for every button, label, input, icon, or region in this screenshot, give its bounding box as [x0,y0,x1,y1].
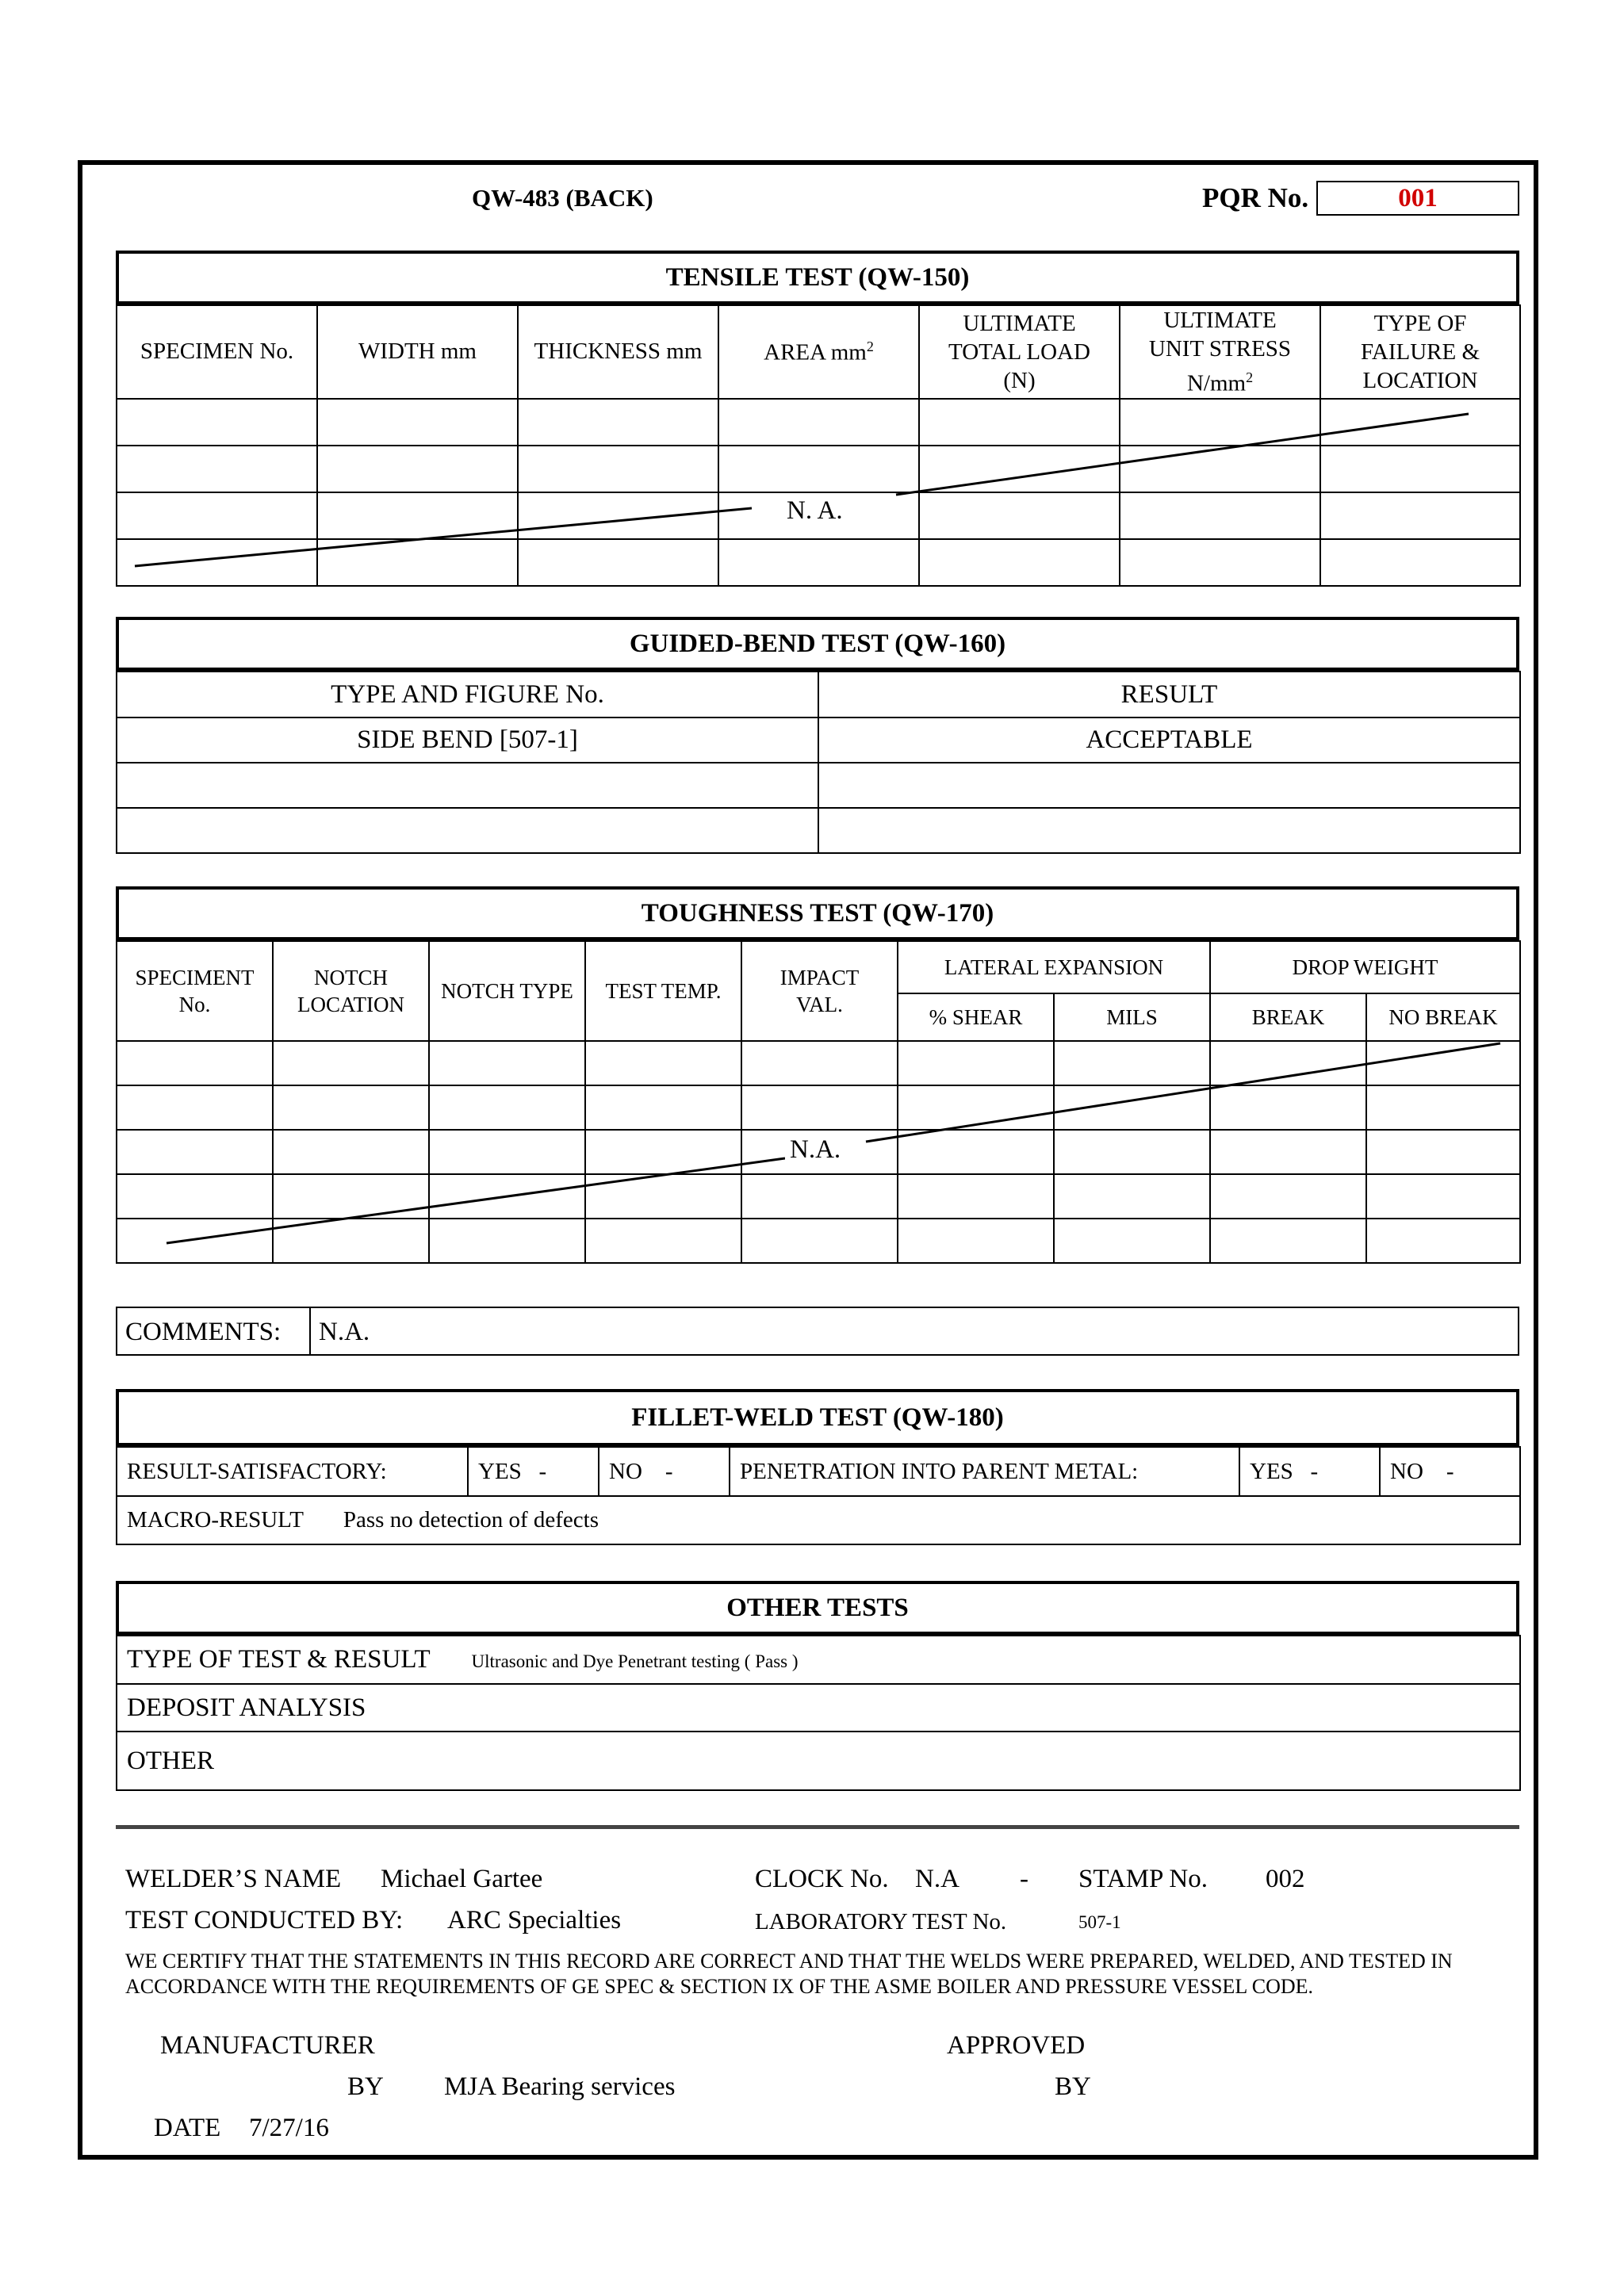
penetration-yes-field[interactable]: YES - [1239,1447,1380,1496]
col-percent-shear: % SHEAR [898,993,1054,1041]
table-row [117,718,1520,763]
col-break: BREAK [1210,993,1366,1041]
fillet-weld-table [116,1446,1521,1545]
col-notch-type: NOTCH TYPE [429,941,585,1041]
table-row [117,1174,1520,1219]
test-conducted-value[interactable]: ARC Specialties [447,1906,622,1934]
macro-result-value[interactable]: Pass no detection of defects [343,1507,599,1533]
col-width: WIDTH mm [317,305,518,399]
col-mils: MILS [1054,993,1210,1041]
toughness-na-label: N.A. [785,1135,845,1165]
col-test-temp: TEST TEMP. [585,941,741,1041]
clock-no-dash: - [1020,1865,1028,1893]
col-lateral-expansion: LATERAL EXPANSION [898,941,1210,993]
type-of-test-row [117,1636,1520,1684]
other-tests-table [116,1635,1521,1791]
manufacturer-by-label: BY [347,2072,384,2101]
toughness-test-title: TOUGHNESS TEST (QW-170) [116,886,1519,940]
type-of-test-value[interactable]: Ultrasonic and Dye Penetrant testing ( Pass ) [471,1651,799,1671]
toughness-test-table [116,940,1521,1264]
result-yes-field[interactable]: YES - [468,1447,599,1496]
laboratory-test-value[interactable]: 507-1 [1078,1912,1121,1932]
welder-name-label: WELDER’S NAME [125,1865,342,1893]
comments-label: COMMENTS: [125,1318,282,1346]
table-row [117,539,1520,586]
tensile-na-label: N. A. [782,496,848,526]
stamp-no-value[interactable]: 002 [1266,1865,1305,1893]
pqr-label: PQR No. [1202,182,1309,213]
stamp-no-label: STAMP No. [1078,1865,1208,1893]
deposit-analysis-label[interactable]: DEPOSIT ANALYSIS [117,1684,1520,1732]
tensile-test-title: TENSILE TEST (QW-150) [116,251,1519,304]
date-label: DATE [154,2114,221,2142]
clock-no-label: CLOCK No. [755,1865,889,1893]
col-ultimate-total-load: ULTIMATE TOTAL LOAD (N) [919,305,1120,399]
comments-value[interactable]: N.A. [319,1318,370,1346]
type-of-test-label: TYPE OF TEST & RESULT [127,1645,431,1674]
col-ultimate-unit-stress: ULTIMATE UNIT STRESS $N/mm^2$ [1120,305,1320,399]
table-row [117,446,1520,492]
approved-label: APPROVED [947,2031,1086,2060]
table-row [117,1041,1520,1085]
penetration-label: PENETRATION INTO PARENT METAL: [730,1447,1239,1496]
col-thickness: THICKNESS mm [518,305,718,399]
manufacturer-by-value[interactable]: MJA Bearing services [444,2072,676,2101]
macro-result-label: MACRO-RESULT [127,1507,304,1533]
table-row [117,808,1520,853]
date-value[interactable]: 7/27/16 [249,2114,329,2142]
other-tests-title: OTHER TESTS [116,1581,1519,1635]
penetration-no-field[interactable]: NO - [1380,1447,1520,1496]
test-conducted-label: TEST CONDUCTED BY: [125,1906,404,1934]
col-drop-weight: DROP WEIGHT [1210,941,1520,993]
col-type-of-failure: TYPE OF FAILURE & LOCATION [1320,305,1520,399]
table-row [117,1085,1520,1130]
footer-divider [116,1825,1519,1829]
fillet-weld-test-title: FILLET-WELD TEST (QW-180) [116,1389,1519,1446]
col-specimen-no: SPECIMEN No. [117,305,317,399]
col-result: RESULT [818,672,1520,718]
table-row [117,1219,1520,1263]
macro-result-row [117,1496,1520,1544]
certification-statement: WE CERTIFY THAT THE STATEMENTS IN THIS RECORD ARE CORRECT AND THAT THE WELDS WERE PREPARED, WELDED, AND TESTED IN ACCORDANCE WITH THE REQUIREMENTS OF GE SPEC & SECTION IX OF THE ASME BOILER AND PRESSURE VESSEL CODE. [125,1950,1453,1998]
col-notch-location: NOTCH LOCATION [273,941,429,1041]
bend-result-value[interactable]: ACCEPTABLE [818,718,1520,763]
pqr-number-field[interactable]: 001 [1316,181,1519,216]
col-specimen: SPECIMENT No. [117,941,273,1041]
col-impact-val: IMPACT VAL. [741,941,898,1041]
other-label[interactable]: OTHER [117,1732,1520,1790]
result-no-field[interactable]: NO - [599,1447,730,1496]
col-type-and-figure: TYPE AND FIGURE No. [117,672,818,718]
col-area: AREA $mm^2$ [718,305,919,399]
bend-type-value[interactable]: SIDE BEND [507-1] [117,718,818,763]
laboratory-test-label: LABORATORY TEST No. [755,1909,1007,1934]
welder-name-value[interactable]: Michael Gartee [381,1865,543,1893]
tensile-test-table [116,304,1521,587]
col-no-break: NO BREAK [1366,993,1520,1041]
manufacturer-label: MANUFACTURER [160,2031,375,2060]
form-title: QW-483 (BACK) [472,184,653,212]
approved-by-label: BY [1055,2072,1091,2101]
clock-no-value[interactable]: N.A [915,1865,959,1893]
table-row [117,399,1520,446]
result-satisfactory-label: RESULT-SATISFACTORY: [117,1447,468,1496]
guided-bend-table [116,671,1521,854]
guided-bend-test-title: GUIDED-BEND TEST (QW-160) [116,617,1519,671]
table-row [117,763,1520,808]
